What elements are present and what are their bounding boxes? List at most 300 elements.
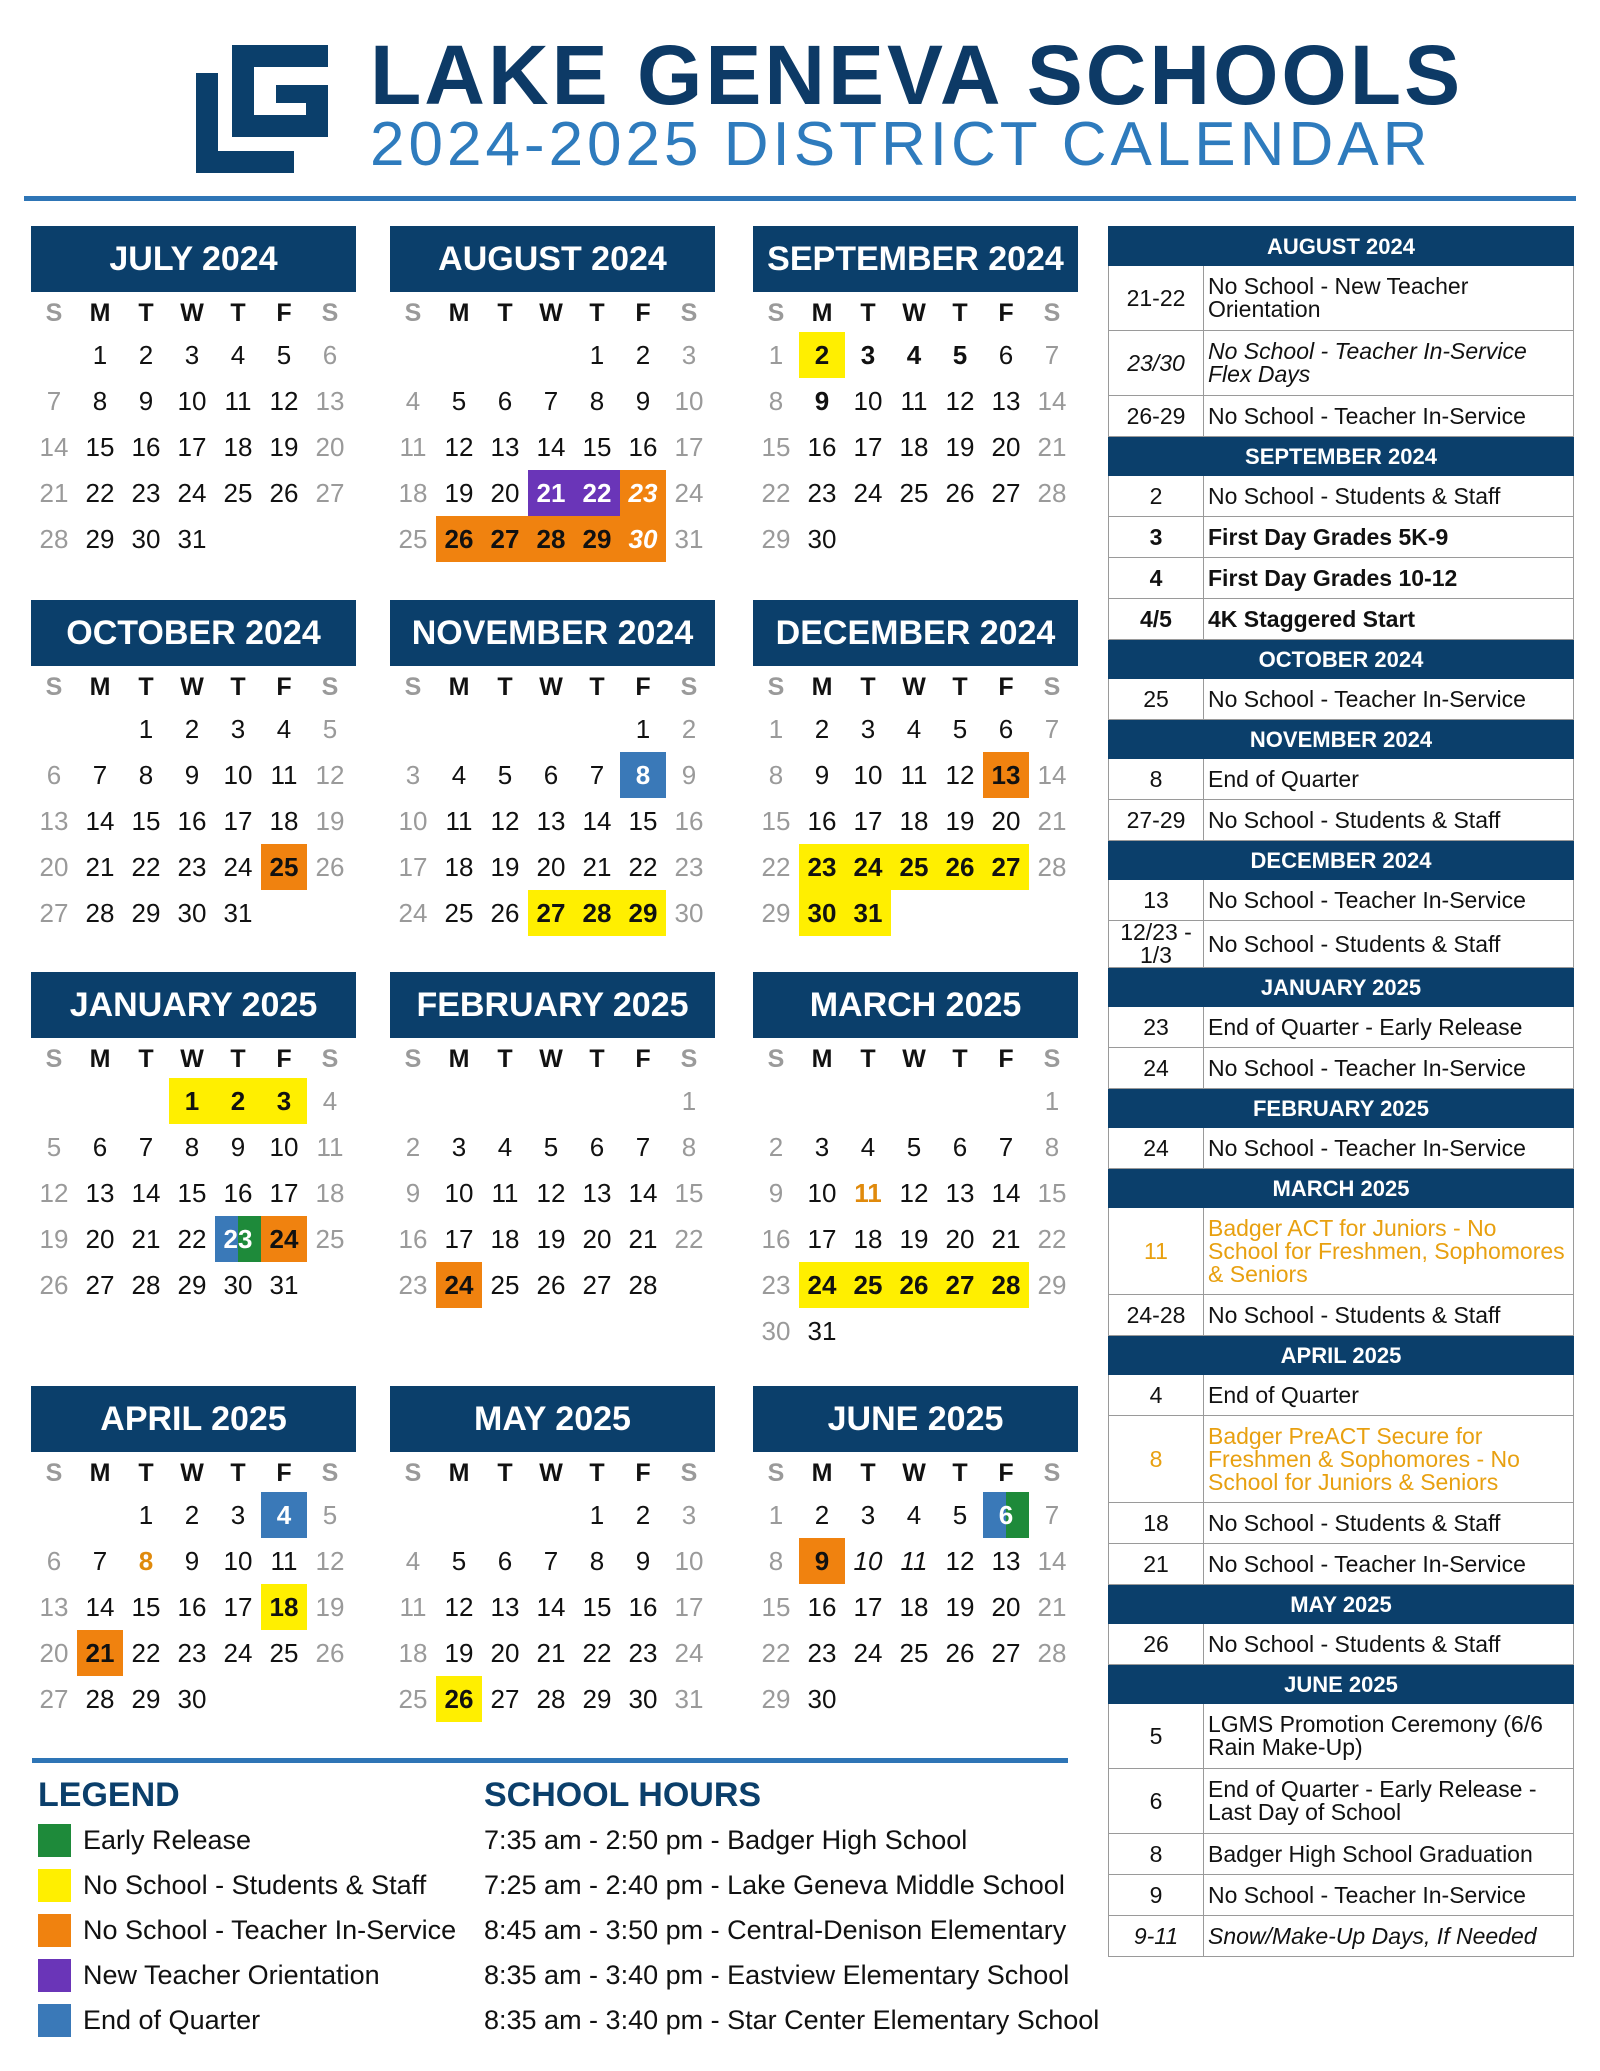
weekday-label: W [180, 673, 204, 701]
day-cell: 16 [177, 1592, 207, 1622]
day-cell: 28 [574, 890, 620, 936]
empty-cell [891, 1078, 937, 1124]
day-cell: 30 [628, 1684, 658, 1714]
day-cell: 13 [945, 1178, 975, 1208]
day-cell: 18 [398, 478, 428, 508]
weekday-label: S [404, 1459, 422, 1487]
empty-cell [31, 706, 77, 752]
day-cell: 12 [315, 760, 345, 790]
day-cell: 21 [77, 1630, 123, 1676]
day-cell: 12 [315, 1546, 345, 1576]
day-grid [753, 706, 1078, 936]
day-cell: 19 [945, 1592, 975, 1622]
day-cell: 27 [85, 1270, 115, 1300]
empty-cell [390, 1078, 436, 1124]
event-description: No School - Students & Staff [1204, 921, 1574, 968]
day-cell: 23 [761, 1270, 791, 1300]
event-month-title: MAY 2025 [1109, 1585, 1574, 1624]
day-cell: 1 [681, 1086, 697, 1116]
event-date: 13 [1109, 880, 1204, 921]
weekday-label: T [497, 673, 513, 701]
day-cell: 16 [223, 1178, 253, 1208]
day-cell: 14 [582, 806, 612, 836]
weekday-label: W [539, 299, 563, 327]
day-cell: 27 [991, 1638, 1021, 1668]
event-description: No School - Teacher In-Service Flex Days [1204, 331, 1574, 396]
month-feb [390, 972, 715, 1308]
day-cell: 5 [906, 1132, 922, 1162]
day-cell: 8 [589, 1546, 605, 1576]
day-cell: 24 [674, 478, 704, 508]
day-cell: 6 [322, 340, 338, 370]
day-cell: 17 [674, 432, 704, 462]
event-description: End of Quarter - Early Release [1204, 1007, 1574, 1048]
legend-item [38, 1867, 426, 1903]
day-cell: 3 [860, 1500, 876, 1530]
weekday-label: W [902, 299, 926, 327]
school-hours-item: 8:35 am - 3:40 pm - Star Center Elementary School [484, 2005, 1100, 2035]
day-cell: 27 [482, 516, 528, 562]
day-cell: 5 [451, 386, 467, 416]
weekday-label: S [404, 1045, 422, 1073]
event-row [1109, 1624, 1574, 1665]
day-cell: 4 [497, 1132, 513, 1162]
day-cell: 21 [39, 478, 69, 508]
day-cell: 31 [269, 1270, 299, 1300]
day-cell: 28 [1037, 1638, 1067, 1668]
day-cell: 6 [998, 714, 1014, 744]
day-cell: 10 [223, 760, 253, 790]
day-cell: 7 [998, 1132, 1014, 1162]
event-date: 27-29 [1109, 800, 1204, 841]
day-cell: 29 [85, 524, 115, 554]
weekday-label: S [45, 1045, 63, 1073]
day-cell: 10 [269, 1132, 299, 1162]
day-cell: 3 [405, 760, 421, 790]
day-cell: 3 [681, 340, 697, 370]
event-description: No School - Students & Staff [1204, 1624, 1574, 1665]
day-cell: 10 [853, 760, 883, 790]
day-cell: 30 [799, 890, 845, 936]
page-title: LAKE GENEVA SCHOOLS [370, 28, 1464, 122]
day-cell: 17 [398, 852, 428, 882]
day-cell: 11 [491, 1178, 519, 1208]
event-description: No School - Teacher In-Service [1204, 679, 1574, 720]
day-grid [753, 1078, 1078, 1354]
day-cell: 3 [230, 1500, 246, 1530]
day-cell: 28 [628, 1270, 658, 1300]
event-row [1109, 880, 1574, 921]
event-description: First Day Grades 5K-9 [1204, 517, 1574, 558]
day-cell: 31 [223, 898, 253, 928]
day-cell: 13 [85, 1178, 115, 1208]
day-cell: 30 [223, 1270, 253, 1300]
day-cell: 22 [131, 852, 161, 882]
event-month-header [1109, 1585, 1574, 1624]
day-cell: 14 [536, 432, 566, 462]
legend-item [38, 1957, 380, 1993]
legend-label: No School - Students & Staff [83, 1869, 427, 1900]
event-row [1109, 1875, 1574, 1916]
weekday-header [390, 1040, 715, 1078]
day-cell: 12 [945, 1546, 975, 1576]
weekday-label: F [998, 673, 1014, 701]
day-cell: 29 [131, 1684, 161, 1714]
day-cell: 25 [398, 1684, 428, 1714]
weekday-label: M [811, 1459, 833, 1487]
day-cell: 10 [853, 386, 883, 416]
day-cell: 15 [761, 1592, 791, 1622]
day-grid [753, 1492, 1078, 1722]
event-row [1109, 476, 1574, 517]
weekday-label: M [89, 299, 111, 327]
day-cell: 28 [983, 1262, 1029, 1308]
day-cell: 21 [1037, 806, 1067, 836]
day-cell: 18 [899, 806, 929, 836]
day-cell: 4 [261, 1492, 307, 1538]
day-cell: 5 [952, 340, 968, 370]
event-row [1109, 266, 1574, 331]
day-cell: 1 [1044, 1086, 1060, 1116]
weekday-label: T [230, 299, 246, 327]
day-cell: 9 [405, 1178, 421, 1208]
weekday-header [390, 1454, 715, 1492]
empty-cell [482, 1492, 528, 1538]
month-title: MARCH 2025 [753, 972, 1078, 1038]
day-cell: 21 [536, 1638, 566, 1668]
day-grid [390, 332, 715, 562]
weekday-label: S [1043, 673, 1061, 701]
weekday-label: S [45, 299, 63, 327]
empty-cell [528, 1078, 574, 1124]
weekday-label: S [321, 1459, 339, 1487]
day-cell: 13 [39, 1592, 69, 1622]
month-title: APRIL 2025 [31, 1386, 356, 1452]
day-cell: 18 [899, 1592, 929, 1622]
day-cell: 16 [177, 806, 207, 836]
event-description: No School - New Teacher Orientation [1204, 266, 1574, 331]
day-cell: 15 [582, 1592, 612, 1622]
weekday-label: S [45, 1459, 63, 1487]
day-cell: 21 [1037, 432, 1067, 462]
day-cell: 20 [582, 1224, 612, 1254]
event-month-header [1109, 437, 1574, 476]
event-description: LGMS Promotion Ceremony (6/6 Rain Make-Up) [1204, 1704, 1574, 1769]
event-row [1109, 1416, 1574, 1503]
event-month-title: JUNE 2025 [1109, 1665, 1574, 1704]
day-cell: 15 [131, 806, 161, 836]
weekday-label: M [89, 1045, 111, 1073]
weekday-label: T [497, 1045, 513, 1073]
weekday-label: F [276, 299, 292, 327]
weekday-label: F [998, 1045, 1014, 1073]
day-cell: 24 [674, 1638, 704, 1668]
weekday-label: S [404, 299, 422, 327]
day-cell: 18 [490, 1224, 520, 1254]
day-cell: 6 [497, 1546, 513, 1576]
day-cell: 24 [261, 1216, 307, 1262]
day-cell: 1 [768, 714, 784, 744]
day-cell: 11 [316, 1132, 344, 1162]
day-cell: 23 [177, 1638, 207, 1668]
empty-cell [436, 1492, 482, 1538]
day-cell: 13 [490, 432, 520, 462]
event-description: End of Quarter - Early Release - Last Day of School [1204, 1769, 1574, 1834]
day-cell: 25 [845, 1262, 891, 1308]
day-cell: 14 [1037, 760, 1067, 790]
event-month-title: NOVEMBER 2024 [1109, 720, 1574, 759]
day-cell: 30 [177, 1684, 207, 1714]
legend-item [38, 1822, 251, 1858]
day-cell: 26 [490, 898, 520, 928]
day-cell: 4 [906, 714, 922, 744]
day-cell: 12 [899, 1178, 929, 1208]
day-cell: 10 [177, 386, 207, 416]
event-month-header [1109, 1665, 1574, 1704]
day-cell: 27 [582, 1270, 612, 1300]
day-cell: 6 [497, 386, 513, 416]
day-cell: 15 [628, 806, 658, 836]
day-cell: 20 [536, 852, 566, 882]
weekday-label: S [321, 1045, 339, 1073]
day-cell: 15 [582, 432, 612, 462]
month-title: MAY 2025 [390, 1386, 715, 1452]
event-month-header [1109, 1169, 1574, 1208]
day-cell: 2 [814, 714, 830, 744]
day-grid [390, 706, 715, 936]
day-cell: 2 [799, 332, 845, 378]
day-cell: 30 [131, 524, 161, 554]
event-month-header [1109, 720, 1574, 759]
day-cell: 8 [184, 1132, 200, 1162]
weekday-label: S [45, 673, 63, 701]
page-subtitle: 2024-2025 DISTRICT CALENDAR [370, 110, 1432, 179]
day-cell: 31 [177, 524, 207, 554]
empty-cell [799, 1078, 845, 1124]
day-cell: 28 [131, 1270, 161, 1300]
day-cell: 4 [860, 1132, 876, 1162]
day-cell: 3 [261, 1078, 307, 1124]
event-description: 4K Staggered Start [1204, 599, 1574, 640]
day-cell: 8 [768, 1546, 784, 1576]
day-cell: 3 [681, 1500, 697, 1530]
day-cell: 13 [983, 752, 1029, 798]
day-cell: 20 [945, 1224, 975, 1254]
weekday-label: T [138, 299, 154, 327]
event-row [1109, 1375, 1574, 1416]
day-cell: 23 [628, 1638, 658, 1668]
day-cell: 3 [230, 714, 246, 744]
day-cell: 7 [635, 1132, 651, 1162]
month-oct [31, 600, 356, 936]
day-cell: 7 [92, 760, 108, 790]
day-cell: 17 [269, 1178, 299, 1208]
day-cell: 15 [761, 806, 791, 836]
weekday-label: M [448, 1045, 470, 1073]
day-cell: 19 [269, 432, 299, 462]
event-month-title: AUGUST 2024 [1109, 227, 1574, 266]
weekday-label: T [952, 1045, 968, 1073]
day-cell: 9 [138, 386, 154, 416]
empty-cell [620, 1078, 666, 1124]
day-cell: 10 [444, 1178, 474, 1208]
day-cell: 2 [184, 1500, 200, 1530]
day-cell: 22 [574, 470, 620, 516]
empty-cell [390, 332, 436, 378]
day-cell: 14 [1037, 1546, 1067, 1576]
day-cell: 17 [807, 1224, 837, 1254]
event-month-title: JANUARY 2025 [1109, 968, 1574, 1007]
weekday-label: S [680, 1045, 698, 1073]
event-description: No School - Students & Staff [1204, 1295, 1574, 1336]
day-cell: 9 [635, 386, 651, 416]
day-cell: 4 [906, 1500, 922, 1530]
day-cell: 11 [224, 386, 252, 416]
event-date: 23 [1109, 1007, 1204, 1048]
day-cell: 29 [761, 898, 791, 928]
school-hours-item: 8:35 am - 3:40 pm - Eastview Elementary School [484, 1960, 1070, 1990]
weekday-header [753, 668, 1078, 706]
event-month-header [1109, 640, 1574, 679]
day-cell: 16 [628, 432, 658, 462]
weekday-label: W [180, 299, 204, 327]
day-cell: 7 [1044, 714, 1060, 744]
day-cell: 18 [853, 1224, 883, 1254]
day-cell: 7 [543, 386, 559, 416]
day-cell: 20 [39, 1638, 69, 1668]
day-cell: 27 [39, 898, 69, 928]
day-cell: 22 [582, 1638, 612, 1668]
day-cell: 2 [768, 1132, 784, 1162]
event-row [1109, 1916, 1574, 1957]
day-cell: 4 [276, 714, 292, 744]
weekday-label: F [276, 673, 292, 701]
day-cell: 16 [761, 1224, 791, 1254]
event-date: 24-28 [1109, 1295, 1204, 1336]
day-cell: 5 [451, 1546, 467, 1576]
weekday-label: T [497, 299, 513, 327]
event-description: No School - Teacher In-Service [1204, 396, 1574, 437]
empty-cell [123, 1078, 169, 1124]
day-cell: 4 [451, 760, 467, 790]
day-cell: 30 [177, 898, 207, 928]
weekday-label: W [902, 673, 926, 701]
weekday-label: M [811, 673, 833, 701]
day-cell: 24 [436, 1262, 482, 1308]
day-cell: 5 [952, 714, 968, 744]
legend-label: New Teacher Orientation [83, 1959, 380, 1990]
day-cell: 11 [270, 1546, 298, 1576]
weekday-label: T [589, 673, 605, 701]
empty-cell [436, 332, 482, 378]
day-cell: 13 [315, 386, 345, 416]
day-cell: 5 [952, 1500, 968, 1530]
event-description: No School - Teacher In-Service [1204, 1544, 1574, 1585]
empty-cell [31, 1492, 77, 1538]
weekday-label: S [321, 673, 339, 701]
weekday-label: M [811, 1045, 833, 1073]
day-cell: 28 [1037, 478, 1067, 508]
day-cell: 18 [261, 1584, 307, 1630]
weekday-label: F [635, 673, 651, 701]
day-cell: 9 [814, 760, 830, 790]
day-cell: 16 [807, 806, 837, 836]
event-month-header [1109, 1336, 1574, 1375]
event-date: 18 [1109, 1503, 1204, 1544]
day-cell: 26 [937, 844, 983, 890]
day-cell: 27 [490, 1684, 520, 1714]
event-description: No School - Teacher In-Service [1204, 1875, 1574, 1916]
event-description: Badger PreACT Secure for Freshmen & Sophomores - No School for Juniors & Seniors [1204, 1416, 1574, 1503]
day-cell: 25 [398, 524, 428, 554]
day-cell: 15 [85, 432, 115, 462]
event-row [1109, 1048, 1574, 1089]
event-date: 8 [1109, 1834, 1204, 1875]
day-cell: 28 [1037, 852, 1067, 882]
day-cell: 17 [853, 806, 883, 836]
day-cell: 8 [620, 752, 666, 798]
weekday-header [31, 668, 356, 706]
weekday-label: T [860, 1459, 876, 1487]
empty-cell [528, 332, 574, 378]
day-cell: 6 [46, 760, 62, 790]
day-cell: 26 [315, 852, 345, 882]
day-cell: 14 [1037, 386, 1067, 416]
day-cell: 11 [270, 760, 298, 790]
day-cell: 3 [184, 340, 200, 370]
day-cell: 3 [860, 340, 876, 370]
day-cell: 25 [261, 844, 307, 890]
event-month-header [1109, 1089, 1574, 1128]
school-hours-item: 8:45 am - 3:50 pm - Central-Denison Elementary [484, 1915, 1067, 1945]
event-date: 23/30 [1109, 331, 1204, 396]
day-cell: 20 [39, 852, 69, 882]
day-cell: 8 [681, 1132, 697, 1162]
day-cell: 19 [315, 806, 345, 836]
day-cell: 2 [814, 1500, 830, 1530]
weekday-label: T [860, 299, 876, 327]
event-month-title: SEPTEMBER 2024 [1109, 437, 1574, 476]
event-row [1109, 599, 1574, 640]
legend-swatch [38, 1869, 71, 1902]
day-cell: 24 [223, 1638, 253, 1668]
day-cell: 22 [1037, 1224, 1067, 1254]
day-cell: 12 [269, 386, 299, 416]
empty-cell [574, 706, 620, 752]
weekday-label: T [860, 1045, 876, 1073]
day-cell: 5 [497, 760, 513, 790]
weekday-label: M [448, 299, 470, 327]
event-description: No School - Students & Staff [1204, 476, 1574, 517]
event-date: 4 [1109, 558, 1204, 599]
event-date: 2 [1109, 476, 1204, 517]
day-cell: 19 [39, 1224, 69, 1254]
event-description: No School - Students & Staff [1204, 1503, 1574, 1544]
weekday-label: M [89, 673, 111, 701]
day-grid [31, 1078, 356, 1308]
legend-item [38, 1912, 456, 1948]
day-cell: 7 [589, 760, 605, 790]
weekday-label: S [680, 299, 698, 327]
month-sep [753, 226, 1078, 562]
empty-cell [390, 1492, 436, 1538]
day-cell: 12 [444, 1592, 474, 1622]
day-cell: 21 [85, 852, 115, 882]
weekday-label: F [998, 1459, 1014, 1487]
weekday-label: W [180, 1459, 204, 1487]
month-jun [753, 1386, 1078, 1722]
empty-cell [436, 1078, 482, 1124]
